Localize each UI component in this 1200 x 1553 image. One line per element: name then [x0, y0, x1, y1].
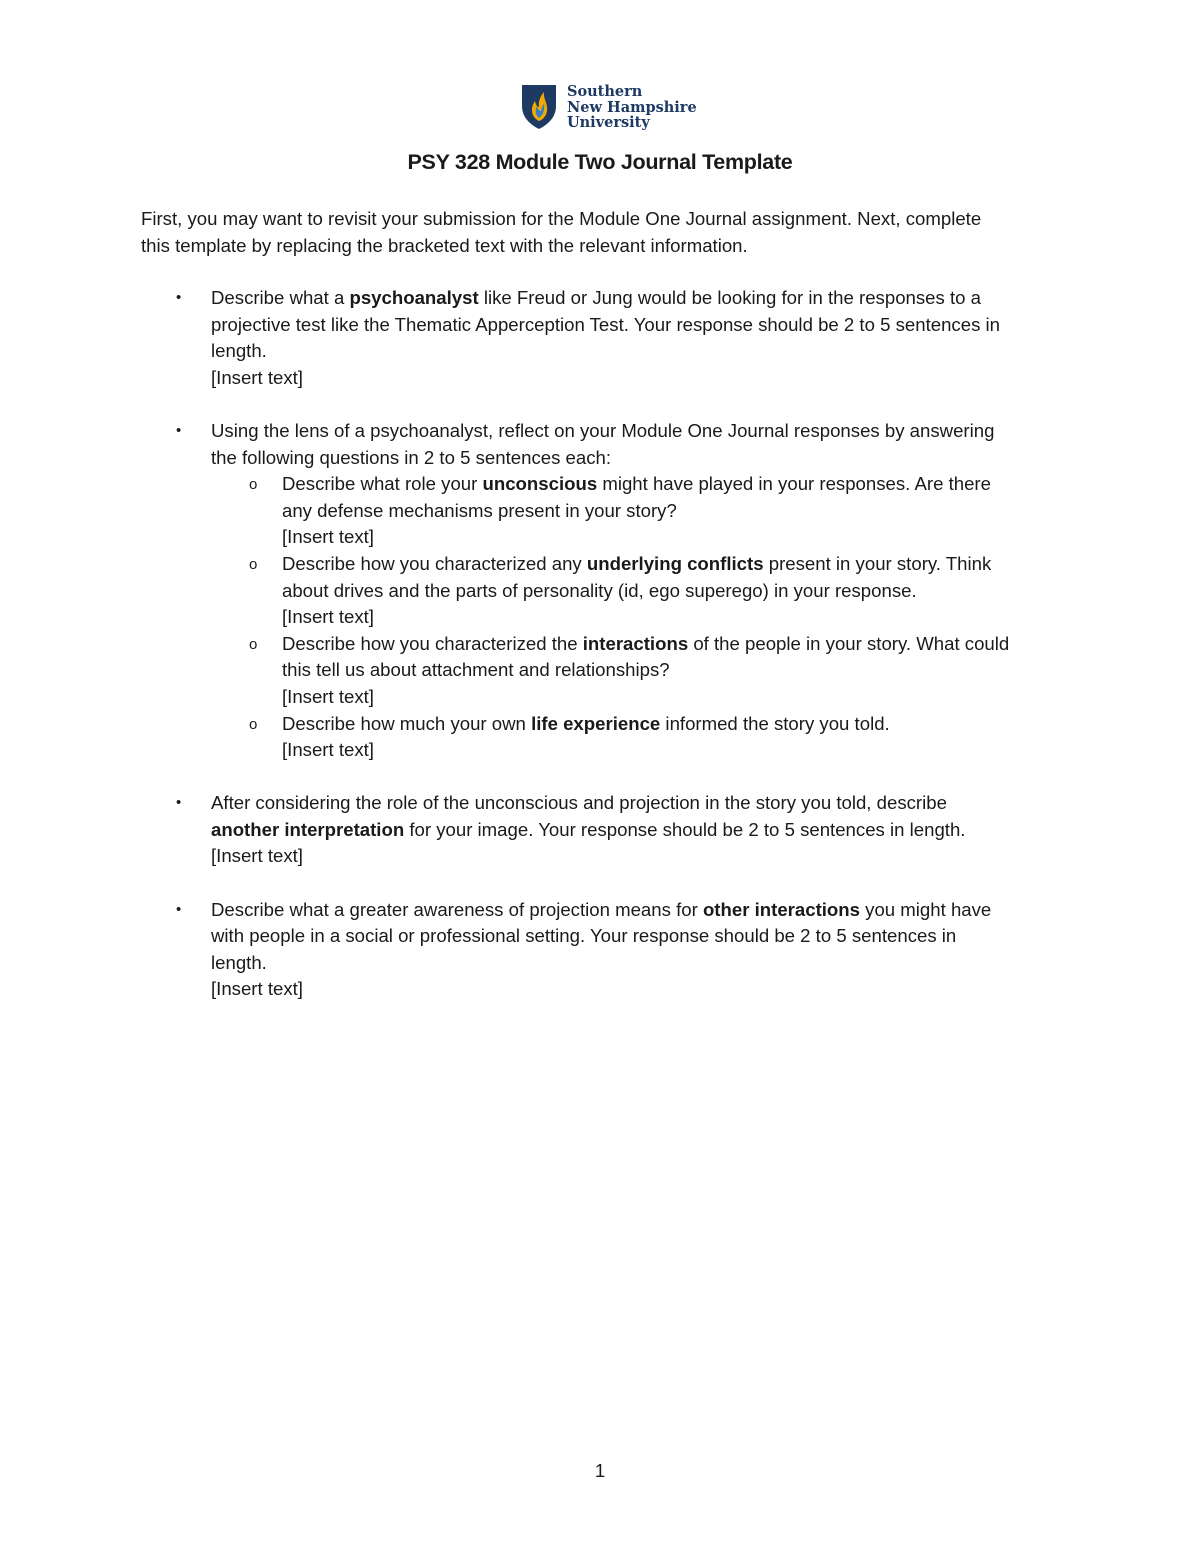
sub-bullet-icon: o [249, 555, 258, 573]
insert-text-placeholder[interactable]: [Insert text] [211, 845, 303, 867]
prompt-item-projection [0, 897, 1061, 1003]
prompt-text: for your image. Your response should be 2 to 5 sentences in length. [404, 818, 966, 840]
prompt-item-psychoanalyst [0, 285, 1061, 391]
question-keyword: unconscious [482, 473, 598, 495]
prompt-keyword: other interactions [702, 898, 860, 920]
sub-bullet-icon: o [249, 635, 258, 653]
prompt-line [211, 285, 1061, 312]
question-text: present in your story. Think [763, 552, 992, 574]
prompt-line: length. [211, 951, 267, 973]
bullet-icon: • [176, 794, 182, 812]
insert-text-placeholder[interactable]: [Insert text] [282, 685, 374, 707]
prompt-keyword: psychoanalyst [349, 287, 479, 308]
question-text: Describe how much your own [282, 712, 532, 734]
logo-wordmark [567, 84, 697, 131]
question-item-interactions [211, 631, 1062, 711]
question-sublist [211, 471, 1061, 764]
question-line [282, 551, 1062, 578]
insert-text-placeholder[interactable]: [Insert text] [211, 978, 303, 1000]
prompt-text: you might have [860, 898, 992, 920]
prompt-line: Using the lens of a psychoanalyst, reflect on your Module One Journal responses by answering [211, 419, 995, 441]
question-text: Describe how you characterized any [282, 552, 587, 574]
prompt-text: Describe what a [211, 287, 350, 308]
prompt-list [0, 285, 1200, 1030]
prompt-keyword: another interpretation [211, 818, 405, 840]
question-item-life-experience [211, 711, 1062, 764]
question-line [282, 631, 1062, 658]
logo-line-1: Southern [567, 83, 643, 100]
prompt-line: length. [211, 340, 267, 362]
flame-shield-icon [521, 84, 557, 130]
question-keyword: life experience [531, 712, 661, 734]
intro-paragraph [141, 206, 1061, 259]
question-item-unconscious [211, 471, 1062, 551]
question-keyword: interactions [582, 632, 689, 654]
sub-bullet-icon: o [249, 715, 258, 733]
insert-text-placeholder[interactable]: [Insert text] [211, 366, 303, 388]
question-text: Describe what role your [282, 473, 483, 495]
prompt-line: with people in a social or professional setting. Your response should be 2 to 5 sentences in [211, 925, 957, 947]
intro-line: this template by replacing the bracketed text with the relevant information. [141, 234, 748, 256]
intro-line: First, you may want to revisit your submission for the Module One Journal assignment. Next, complete [141, 208, 982, 229]
question-keyword: underlying conflicts [586, 552, 764, 574]
page-title: PSY 328 Module Two Journal Template [407, 150, 793, 174]
question-text: Describe how you characterized the [282, 632, 583, 654]
question-item-conflicts [211, 551, 1062, 631]
question-line [282, 711, 1062, 738]
bullet-icon: • [176, 421, 182, 439]
logo-line-2: New Hampshire [567, 98, 697, 116]
question-line: any defense mechanisms present in your story? [282, 499, 677, 521]
question-text: informed the story you told. [660, 712, 890, 734]
insert-text-placeholder[interactable]: [Insert text] [282, 606, 374, 628]
insert-text-placeholder[interactable]: [Insert text] [282, 739, 374, 761]
logo-line-3: University [567, 114, 650, 131]
prompt-line [211, 897, 1061, 924]
university-logo [521, 83, 697, 134]
question-text: of the people in your story. What could [688, 632, 1010, 654]
insert-text-placeholder[interactable]: [Insert text] [282, 526, 374, 548]
bullet-icon: • [176, 900, 182, 918]
question-text: might have played in your responses. Are there [597, 473, 991, 495]
bullet-icon: • [176, 289, 182, 306]
prompt-line [211, 817, 1061, 844]
sub-bullet-icon: o [249, 476, 258, 494]
question-line: about drives and the parts of personality (id, ego superego) in your response. [282, 579, 917, 601]
question-line: this tell us about attachment and relationships? [282, 659, 670, 681]
prompt-line: the following questions in 2 to 5 sentences each: [211, 446, 612, 468]
prompt-item-interpretation [0, 790, 1061, 870]
prompt-line: projective test like the Thematic Apperception Test. Your response should be 2 to 5 sentences in [211, 313, 1001, 335]
prompt-text: Describe what a greater awareness of projection means for [211, 898, 703, 920]
question-line [282, 471, 1062, 498]
page-number: 1 [594, 1460, 606, 1481]
prompt-line: After considering the role of the unconscious and projection in the story you told, describe [211, 792, 947, 814]
prompt-item-reflect [0, 418, 1061, 764]
prompt-text: like Freud or Jung would be looking for in the responses to a [478, 287, 981, 308]
